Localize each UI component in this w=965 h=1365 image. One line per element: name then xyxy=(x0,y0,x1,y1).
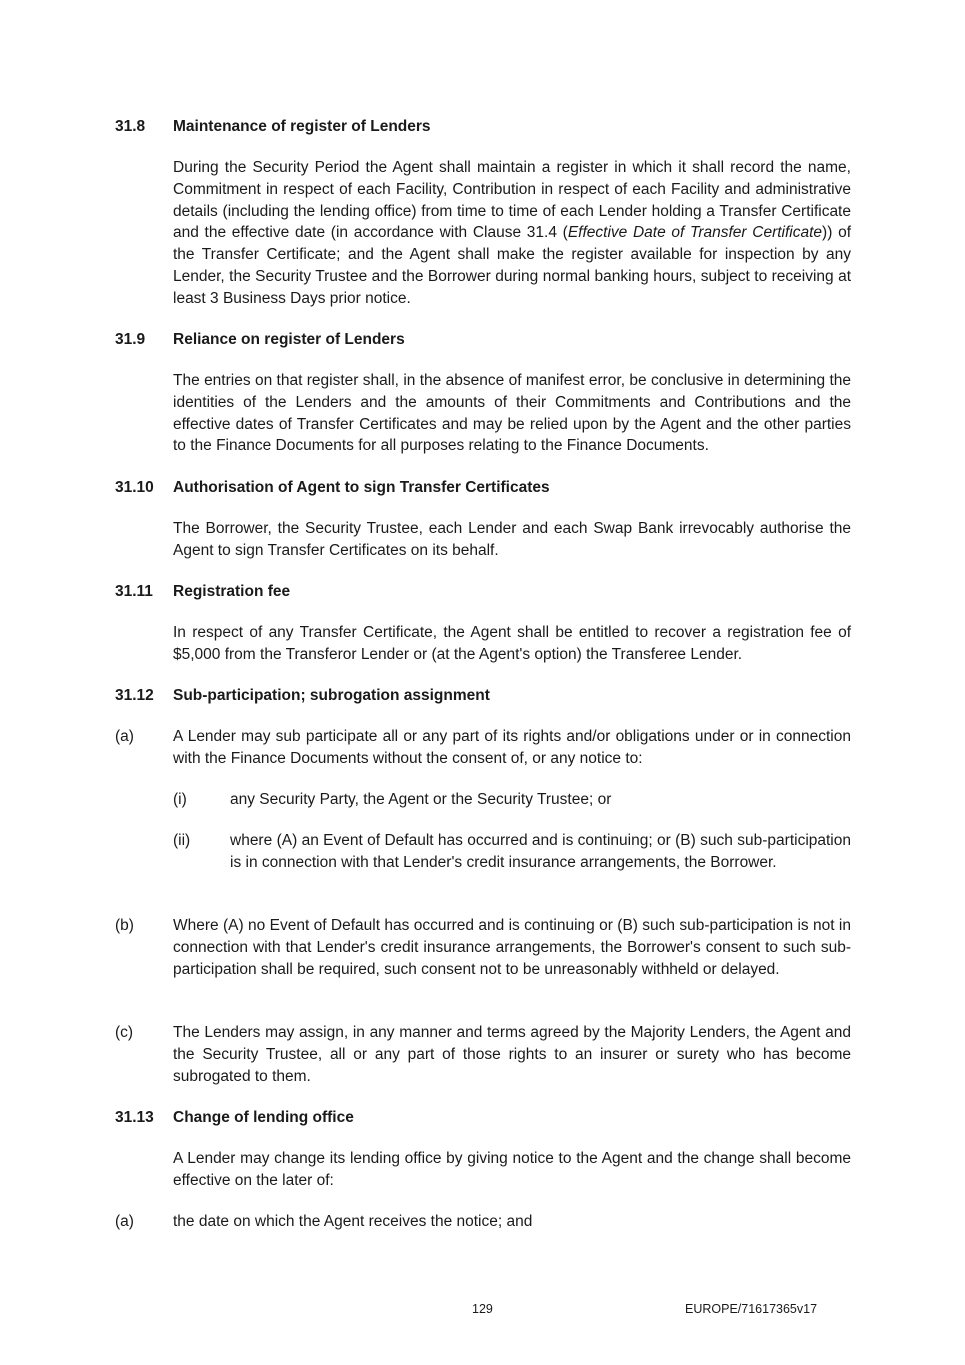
section-body-31-8 xyxy=(173,157,851,310)
list-label-c: (c) xyxy=(115,1024,134,1041)
section-number: 31.13 xyxy=(115,1109,154,1126)
section-body-31-10: The Borrower, the Security Trustee, each Lender and each Swap Bank irrevocably authorise the Agent to sign Transfer Certificates on its behalf. xyxy=(173,520,851,559)
section-body-31-9: The entries on that register shall, in the absence of manifest error, be conclusive in determining the identities of the Lenders and the amounts of their Commitments and Contributions and the effective dates of Transfer Certificates and may be relied upon by the Agent and the other parties to the Finance Documents for all purposes relating to the Finance Documents. xyxy=(173,372,851,455)
list-item-b: Where (A) no Event of Default has occurred and is continuing or (B) such sub-participation is not in connection with that Lender's credit insurance arrangements, the Borrower's consent to such sub-participation shall be required, such consent not to be unreasonably withheld or delayed. xyxy=(173,917,851,978)
document-reference: EUROPE/71617365v17 xyxy=(685,1302,818,1316)
section-title: Change of lending office xyxy=(173,1109,354,1126)
section-number: 31.10 xyxy=(115,479,154,496)
section-number: 31.11 xyxy=(115,583,153,600)
section-body-31-13: A Lender may change its lending office by giving notice to the Agent and the change shall become effective on the later of: xyxy=(173,1150,851,1189)
section-title: Reliance on register of Lenders xyxy=(173,331,405,348)
section-title: Maintenance of register of Lenders xyxy=(173,118,431,135)
section-title: Registration fee xyxy=(173,583,291,600)
clause-reference-italic: Effective Date of Transfer Certificate xyxy=(567,224,823,242)
section-number: 31.12 xyxy=(115,687,154,704)
section-body-31-11: In respect of any Transfer Certificate, the Agent shall be entitled to recover a registration fee of $5,000 from the Transferor Lender or (at the Agent's option) the Transferee Lender. xyxy=(173,624,851,663)
list-item-a: A Lender may sub participate all or any part of its rights and/or obligations under or in connection with the Finance Documents without the consent of, or any notice to: xyxy=(173,728,851,767)
sublist-label-ii: (ii) xyxy=(173,832,191,849)
page-number: 129 xyxy=(472,1302,493,1316)
section-title: Authorisation of Agent to sign Transfer Certificates xyxy=(173,479,550,496)
list-label-a: (a) xyxy=(115,1213,134,1230)
sublist-item-i: any Security Party, the Agent or the Security Trustee; or xyxy=(230,791,612,808)
section-number: 31.9 xyxy=(115,331,146,348)
list-label-b: (b) xyxy=(115,917,134,934)
sublist-label-i: (i) xyxy=(173,791,187,808)
list-item-c: The Lenders may assign, in any manner and terms agreed by the Majority Lenders, the Agent and the Security Trustee, all or any part of those rights to an insurer or surety who has become subrogated to them. xyxy=(173,1024,851,1085)
list-label-a: (a) xyxy=(115,728,134,745)
body-text: During the Security Period the Agent shall maintain a register in which it shall record the name, Commitment in respect of each Facility, Contribution in respect of each Facility and administrative details (including the lending office) from time to time of each Lender holding a Transfer Certificate and the effective date (in accordance with Clause 31.4 ( xyxy=(173,159,851,242)
body-text: )) of the Transfer Certificate; and the Agent shall make the register available for inspection by any Lender, the Security Trustee and the Borrower during normal banking hours, subject to receiving at least 3 Business Days prior notice. xyxy=(173,224,851,307)
section-title: Sub-participation; subrogation assignment xyxy=(173,687,490,704)
list-item-a: the date on which the Agent receives the notice; and xyxy=(173,1213,533,1230)
section-number: 31.8 xyxy=(115,118,146,135)
sublist-item-ii: where (A) an Event of Default has occurred and is continuing; or (B) such sub-participation is in connection with that Lender's credit insurance arrangements, the Borrower. xyxy=(230,832,851,871)
